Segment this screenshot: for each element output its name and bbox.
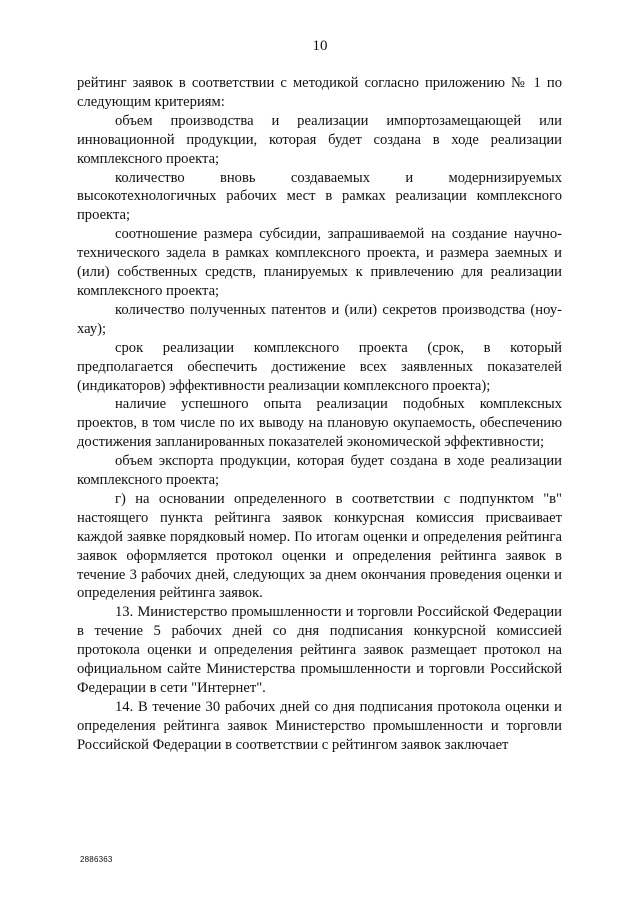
criterion-subsidy-ratio: соотношение размера субсидии, запрашиваемой на создание научно-технического задела в рамках комплексного проекта, и размера заемных и (или) собственных средств, планируемых к привлечению для реализации комплексного проекта; [77, 226, 562, 299]
criterion-export-volume: объем экспорта продукции, которая будет создана в ходе реализации комплексного проекта; [77, 453, 562, 489]
document-body [77, 74, 562, 755]
criterion-implementation-term: срок реализации комплексного проекта (срок, в который предполагается обеспечить достижение всех заявленных показателей (индикаторов) эффективности реализации комплексного проекта); [77, 339, 562, 394]
paragraph-continuation: рейтинг заявок в соответствии с методикой согласно приложению № 1 по следующим критериям: [77, 75, 562, 110]
page-number: 10 [312, 38, 328, 54]
criterion-experience: наличие успешного опыта реализации подобных комплексных проектов, в том числе по их выводу на плановую окупаемость, обеспечению достижения запланированных показателей экономической эффективности; [77, 396, 562, 451]
criterion-workplaces: количество вновь создаваемых и модернизируемых высокотехнологичных рабочих мест в рамках реализации комплексного проекта; [77, 169, 562, 224]
clause-13: 13. Министерство промышленности и торговли Российской Федерации в течение 5 рабочих дней со дня подписания конкурсной комиссией протокола оценки и определения рейтинга заявок размещает протокол на официальном сайте Министерства промышленности и торговли Российской Федерации в сети "Интернет". [77, 604, 562, 696]
criterion-production-volume: объем производства и реализации импортозамещающей или инновационной продукции, которая будет создана в ходе реализации комплексного проекта; [77, 112, 562, 167]
criterion-patents: количество полученных патентов и (или) секретов производства (ноу-хау); [77, 301, 562, 337]
clause-14: 14. В течение 30 рабочих дней со дня подписания протокола оценки и определения рейтинга заявок Министерство промышленности и торговли Российской Федерации в соответствии с рейтингом заявок заключает [77, 698, 562, 753]
document-code: 2886363 [80, 855, 113, 864]
subclause-g: г) на основании определенного в соответствии с подпунктом "в" настоящего пункта рейтинга заявок конкурсная комиссия присваивает каждой заявке порядковый номер. По итогам оценки и определения рейтинга заявок оформляется протокол оценки и определения рейтинга заявок в течение 3 рабочих дней, следующих за днем окончания проведения оценки и определения рейтинга заявок. [77, 490, 562, 602]
